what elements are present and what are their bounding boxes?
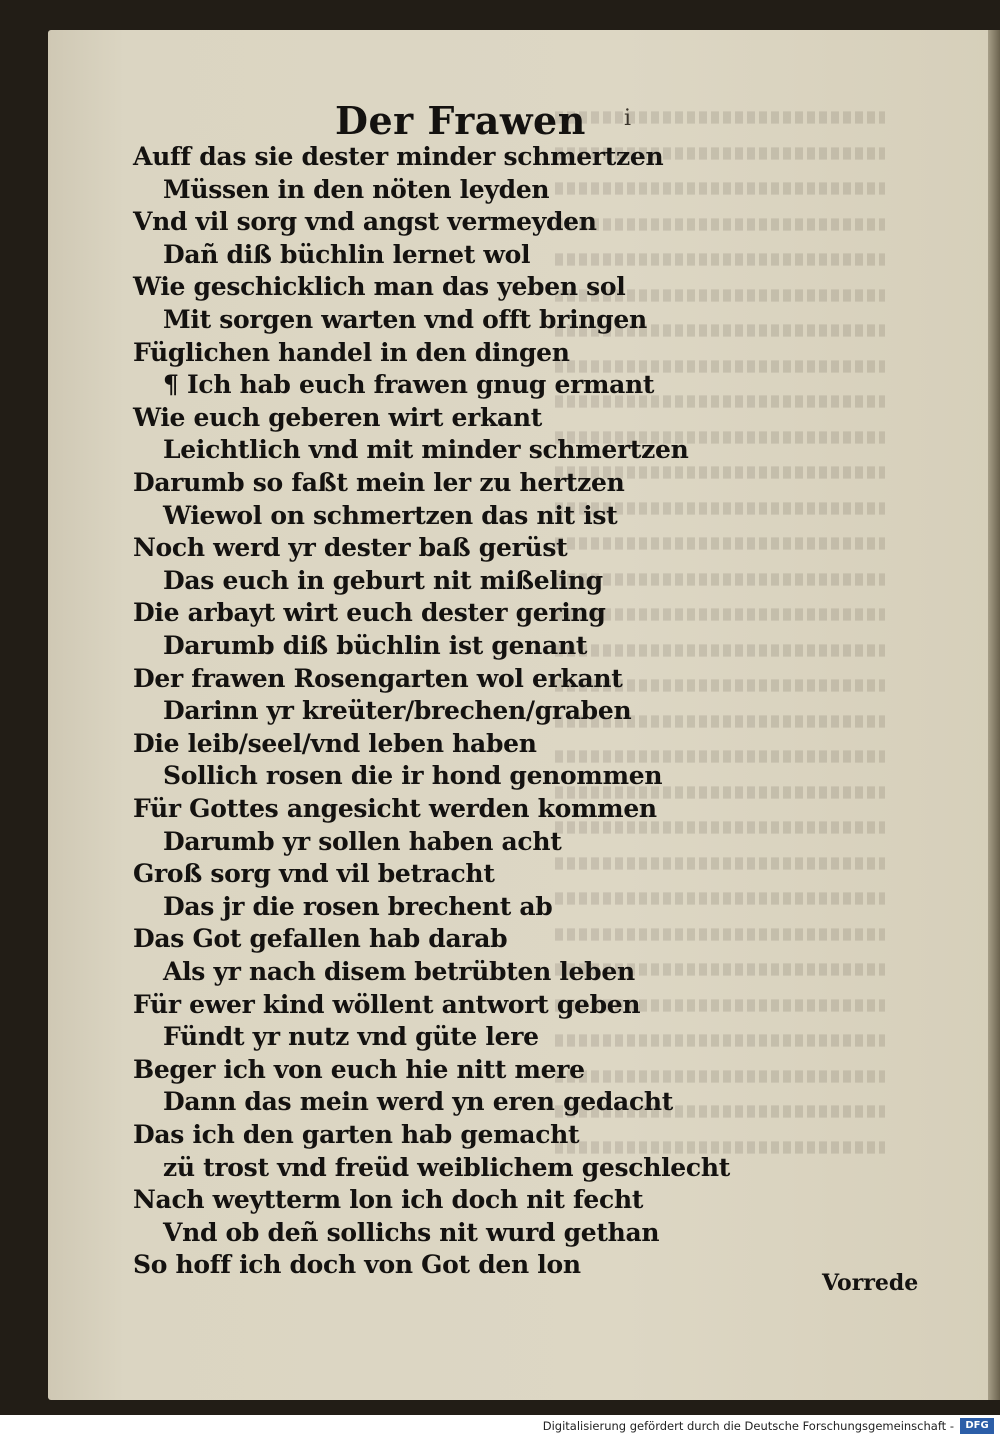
verse-line: Vnd ob deñ sollichs nit wurd gethan	[163, 1217, 660, 1247]
footer-credit: Digitalisierung gefördert durch die Deutsche Forschungsgemeinschaft -	[542, 1419, 954, 1433]
verse-line: Darumb so faßt mein ler zu hertzen	[133, 468, 625, 497]
running-head: Der Frawen	[335, 98, 586, 143]
dfg-logo: DFG	[960, 1418, 994, 1434]
verse-line: Beger ich von euch hie nitt mere	[133, 1054, 585, 1084]
verse-line: Das jr die rosen brechent ab	[163, 891, 553, 921]
verse-line: Dann das mein werd yn eren gedacht	[163, 1087, 673, 1117]
verse-line: Sollich rosen die ir hond genommen	[163, 761, 663, 791]
verse-line: Vnd vil sorg vnd angst vermeyden	[133, 207, 597, 237]
verse-line: Dañ diß büchlin lernet wol	[163, 239, 531, 269]
verse-line: Fündt yr nutz vnd güte lere	[163, 1022, 539, 1052]
verse-line: Müssen in den nöten leyden	[163, 174, 550, 204]
verse-line: Die arbayt wirt euch dester gering	[133, 598, 606, 628]
verse-line: Das Got gefallen hab darab	[133, 924, 508, 954]
verse-line: Wie euch geberen wirt erkant	[133, 402, 543, 432]
verse-line: Füglichen handel in den dingen	[133, 337, 570, 367]
folio-mark: i	[624, 106, 632, 131]
verse-line: Die leib/seel/vnd leben haben	[133, 728, 537, 758]
verse-line: Auff das sie dester minder schmertzen	[133, 142, 664, 171]
verse-line: Darumb diß büchlin ist genant	[163, 631, 588, 660]
verse-line: Das ich den garten hab gemacht	[133, 1120, 580, 1149]
verse-line: Nach weytterm lon ich doch nit fecht	[133, 1185, 644, 1215]
verse-line: Das euch in geburt nit mißeling	[163, 565, 603, 595]
verse-line: Noch werd yr dester baß gerüst	[133, 533, 568, 563]
verse-line: Wie geschicklich man das yeben sol	[133, 272, 626, 302]
verse-line: Leichtlich vnd mit minder schmertzen	[163, 435, 689, 465]
verse-line: Darinn yr kreüter/brechen/graben	[163, 696, 632, 726]
verse-line: zü trost vnd freüd weiblichem geschlecht	[163, 1152, 730, 1182]
verse-line: ¶ Ich hab euch frawen gnug ermant	[163, 370, 655, 400]
verse-line: Darumb yr sollen haben acht	[163, 826, 562, 856]
verse-line: Als yr nach disem betrübten leben	[163, 957, 635, 986]
verse-line: Der frawen Rosengarten wol erkant	[133, 663, 623, 693]
verse-line: Für ewer kind wöllent antwort geben	[133, 989, 641, 1019]
digitization-footer	[0, 1415, 1000, 1438]
verse-line: Für Gottes angesicht werden kommen	[133, 794, 657, 823]
catchword: Vorrede	[822, 1270, 919, 1296]
verse-line: Wiewol on schmertzen das nit ist	[163, 500, 618, 530]
verse-line: So hoff ich doch von Got den lon	[133, 1250, 581, 1280]
verse-line: Mit sorgen warten vnd offt bringen	[163, 305, 647, 334]
page-edge	[988, 30, 1000, 1400]
verse-line: Groß sorg vnd vil betracht	[133, 859, 495, 889]
